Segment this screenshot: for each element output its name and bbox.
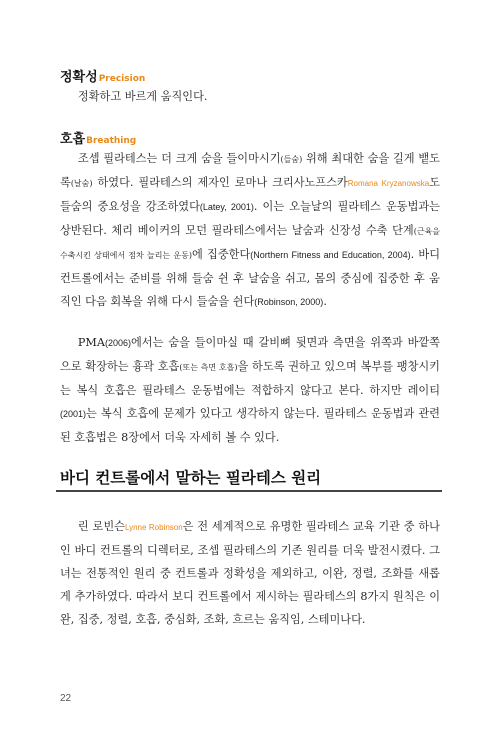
section-title-underline <box>56 490 442 492</box>
citation: (Robinson, 2000) <box>254 297 324 307</box>
section-title: 바디 컨트롤에서 말하는 필라테스 원리 <box>60 469 322 487</box>
text-run: 린 로빈슨 <box>77 520 125 533</box>
breathing-paragraph-1 <box>60 147 440 314</box>
breathing-heading-en: Breathing <box>86 136 137 146</box>
citation: (Northern Fitness and Education, 2004) <box>250 250 411 260</box>
text-run: . 이는 오늘날의 필라테스 운동법과는 상반된다. 체리 베이커의 모던 필라테스에서는 날숨과 신장성 수축 단계 <box>60 200 440 237</box>
text-run: 조셉 필라테스는 더 크게 숨을 들이마시기 <box>77 152 281 165</box>
breathing-heading <box>60 128 136 147</box>
citation: (2001) <box>60 409 87 419</box>
breathing-heading-ko: 호흡 <box>60 132 86 147</box>
precision-heading-en: Precision <box>98 74 146 84</box>
precision-heading-ko: 정확성 <box>60 70 98 85</box>
text-run: . <box>323 295 327 308</box>
breathing-paragraph-2 <box>60 331 440 449</box>
inline-note: (근육을 수축시킨 상태에서 점차 늘리는 운동) <box>60 227 440 260</box>
text-run: 에서는 숨을 들이마실 때 갈비뼈 뒷면과 측면을 위쪽과 바깥쪽으로 확장하는 흉곽 호흡 <box>60 336 440 373</box>
text-run: 위해 최대한 숨을 길게 뱉도록 <box>60 152 440 189</box>
text-run: 을 하도록 권하고 있으며 복부를 팽창시키는 복식 호흡은 필라테스 운동법에는 적합하지 않다고 본다. 하지만 레이티 <box>60 360 440 397</box>
english-name: Romana Kryzanowska <box>347 179 430 188</box>
precision-heading <box>60 66 145 85</box>
text-run: 은 전 세계적으로 유명한 필라테스 교육 기관 중 하나인 바디 컨트롤의 디렉터로, 조셉 필라테스의 기존 원리를 더욱 발전시켰다. 그녀는 전통적인 원리 중 컨트롤과 정확성을 제외하고, 이완, 정렬, 조화를 새롭게 추가하였다. 따라서 보디 컨트롤에서 제시하는 필라테스의 8가지 원칙은 이완, 집중, 정렬, 호흡, 중심화, 조화, 흐르는 움직임, 스테미나다. <box>60 520 440 626</box>
text-run: 도 들숨의 중요성을 강조하였다 <box>60 176 440 213</box>
text-run: . 바디 컨트롤에서는 준비를 위해 들숨 쉰 후 날숨을 쉬고, 몸의 중심에 집중한 후 움직인 다음 회복을 위해 다시 들숨을 쉰다 <box>60 248 441 308</box>
page-number: 22 <box>60 693 72 704</box>
inline-note: (날숨) <box>70 179 93 188</box>
text-run: 에 집중한다 <box>191 248 251 261</box>
text-run: PMA <box>77 336 105 349</box>
citation: (Latey, 2001) <box>199 202 254 212</box>
inline-note: (또는 측면 호흡) <box>179 363 238 372</box>
text-run: 는 복식 호흡에 문제가 있다고 생각하지 않는다. 필라테스 운동법과 관련된 호흡법은 8장에서 더욱 자세히 볼 수 있다. <box>60 407 440 444</box>
citation: (2006) <box>104 338 131 348</box>
inline-note: (들숨) <box>280 155 303 164</box>
precision-text: 정확하고 바르게 움직인다. <box>77 90 208 103</box>
section-paragraph-1 <box>60 515 440 631</box>
text-run: 하였다. 필라테스의 제자인 로마나 크리사노프스카 <box>92 176 348 189</box>
english-name: Lynne Robinson <box>124 523 183 532</box>
